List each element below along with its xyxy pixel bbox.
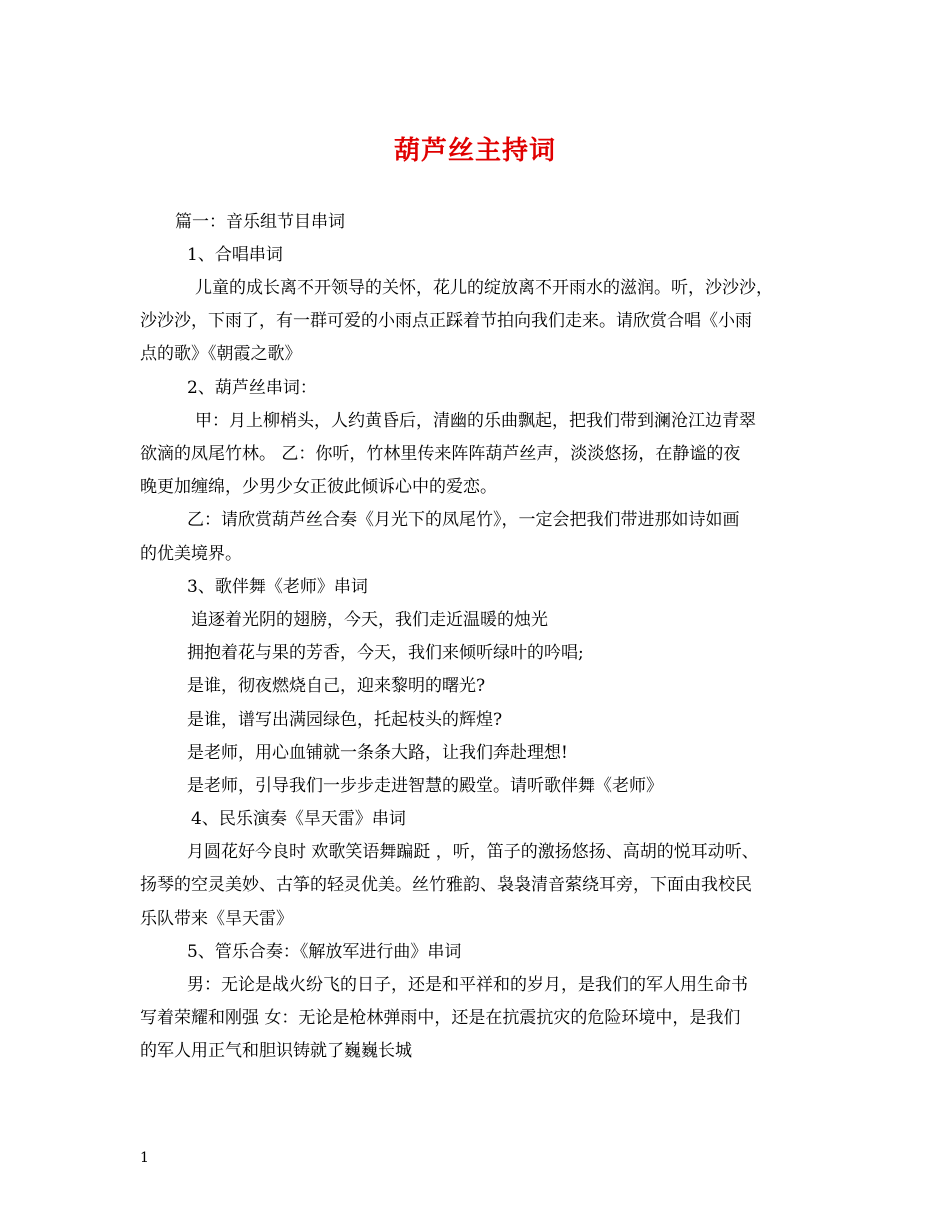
paragraph-line: 乙：请欣赏葫芦丝合奏《月光下的凤尾竹》，一定会把我们带进那如诗如画 [187, 510, 740, 530]
paragraph-line: 欲滴的凤尾竹林。 乙：你听，竹林里传来阵阵葫芦丝声，淡淡悠扬，在静谧的夜 [140, 444, 741, 464]
item-heading: 3、歌伴舞《老师》串词 [187, 577, 368, 597]
verse-line: 拥抱着花与果的芳香，今天，我们来倾听绿叶的吟唱; [187, 643, 584, 663]
section-heading: 篇一：音乐组节目串词 [175, 212, 345, 232]
document-title: 葫芦丝主持词 [393, 136, 556, 166]
verse-line: 是老师，引导我们一步步走进智慧的殿堂。请听歌伴舞《老师》 [187, 776, 663, 796]
item-heading: 5、管乐合奏：《解放军进行曲》串词 [187, 942, 462, 962]
verse-line: 是老师，用心血铺就一条条大路，让我们奔赴理想! [187, 743, 568, 763]
paragraph-line: 乐队带来《旱天雷》 [140, 909, 293, 929]
page-number: 1 [140, 1150, 149, 1166]
item-heading: 2、葫芦丝串词： [187, 378, 317, 398]
paragraph-line: 沙沙沙，下雨了，有一群可爱的小雨点正踩着节拍向我们走来。请欣赏合唱《小雨 [140, 311, 752, 331]
paragraph-line: 甲：月上柳梢头，人约黄昏后，清幽的乐曲飘起，把我们带到澜沧江边青翠 [195, 411, 756, 431]
verse-line: 是谁，彻夜燃烧自己，迎来黎明的曙光? [187, 676, 486, 696]
verse-line: 追逐着光阴的翅膀，今天，我们走近温暖的烛光 [191, 610, 548, 630]
paragraph-line: 扬琴的空灵美妙、古筝的轻灵优美。丝竹雅韵、袅袅清音萦绕耳旁，下面由我校民 [140, 875, 752, 895]
paragraph-line: 男：无论是战火纷飞的日子，还是和平祥和的岁月，是我们的军人用生命书 [187, 975, 748, 995]
paragraph-line: 儿童的成长离不开领导的关怀，花儿的绽放离不开雨水的滋润。听，沙沙沙， [195, 278, 773, 298]
verse-line: 是谁，谱写出满园绿色，托起枝头的辉煌? [187, 710, 503, 730]
item-heading: 4、民乐演奏《旱天雷》串词 [191, 809, 406, 829]
paragraph-line: 的军人用正气和胆识铸就了巍巍长城 [140, 1041, 412, 1061]
paragraph-line: 的优美境界。 [140, 544, 242, 564]
paragraph-line: 写着荣耀和刚强 女：无论是枪林弹雨中，还是在抗震抗灾的危险环境中，是我们 [140, 1008, 741, 1028]
paragraph-line: 晚更加缠绵，少男少女正彼此倾诉心中的爱恋。 [140, 477, 497, 497]
item-heading: 1、合唱串词 [187, 245, 283, 265]
paragraph-line: 点的歌》《朝霞之歌》 [140, 344, 302, 364]
paragraph-line: 月圆花好今良时 欢歌笑语舞蹁跹 ，听，笛子的激扬悠扬、高胡的悦耳动听、 [187, 842, 759, 862]
